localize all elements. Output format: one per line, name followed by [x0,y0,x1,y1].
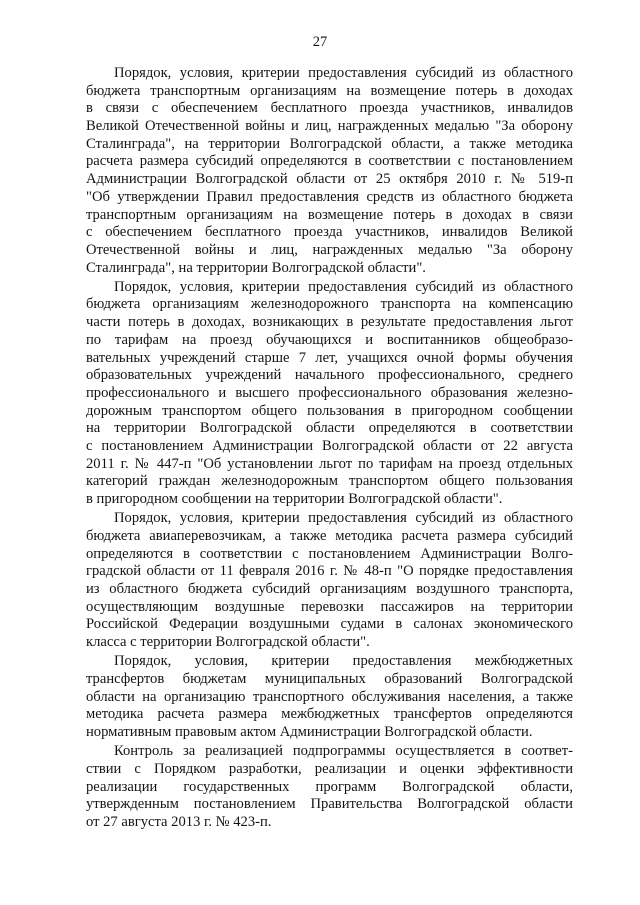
text-line: образовательных учреждений начального профессионального, среднего [86,367,573,384]
text-line: утвержденным постановлением Правительства Волгоградской области [86,796,573,813]
text-line: Порядок, условия, критерии предоставления субсидий из областного [114,278,573,295]
text-line: Администрации Волгоградской области от 25 октября 2010 г. № 519-п [86,171,573,188]
page-number: 27 [312,34,328,50]
text-line: дорожным транспортом общего пользования в пригородном сообщении [86,402,573,419]
paragraph [86,653,573,741]
text-line: Сталинграда", на территории Волгоградской области". [86,259,426,276]
text-line: нормативным правовым актом Администрации Волгоградской области. [86,723,533,740]
document-body [86,65,573,832]
paragraph [86,65,573,277]
text-line: Российской Федерации воздушными судами в салонах экономического [86,616,573,633]
text-line: Порядок, условия, критерии предоставления субсидий из областного [114,65,573,81]
paragraph [86,279,573,509]
text-line: расчета размера субсидий определяются в соответствии с постановлением [86,153,573,170]
text-line: Великой Отечественной войны и лиц, награжденных медалью "За оборону [86,118,573,135]
text-line: Порядок, условия, критерии предоставления межбюджетных [114,653,573,670]
text-line: в связи с обеспечением бесплатного проезда участников, инвалидов [86,100,573,117]
text-line: от 27 августа 2013 г. № 423-п. [86,813,272,830]
text-line: бюджета организациям железнодорожного транспорта на компенсацию [86,296,573,313]
text-line: Сталинграда", на территории Волгоградской области, а также методика [86,135,573,152]
paragraph [86,743,573,831]
text-line: методика расчета размера межбюджетных трансфертов определяются [86,706,573,723]
text-line: области на организацию транспортного обслуживания населения, а также [86,688,573,705]
text-line: градской области от 11 февраля 2016 г. № 48-п "О порядке предоставления [86,563,573,580]
text-line: Отечественной войны и лиц, награжденных медалью "За оборону [86,241,573,258]
text-line: транспортным организациям на возмещение потерь в доходах в связи [86,206,573,223]
text-line: класса с территории Волгоградской области". [86,634,370,650]
text-line: бюджета авиаперевозчикам, а также методика расчета размера субсидий [86,527,573,544]
paragraph [86,510,573,652]
text-line: с постановлением Администрации Волгоградской области от 22 августа [86,437,573,454]
text-line: определяются в соответствии с постановлением Администрации Волго- [86,545,573,562]
text-line: Порядок, условия, критерии предоставления субсидий из областного [114,510,573,527]
text-line: осуществляющим воздушные перевозки пассажиров на территории [86,598,573,615]
text-line: на территории Волгоградской области определяются в соответствии [86,420,573,437]
text-line: бюджета транспортным организациям на возмещение потерь в доходах [86,82,573,99]
text-line: категорий граждан железнодорожным транспортом общего пользования [86,473,573,490]
text-line: профессионального и высшего профессионального образования железно- [86,384,573,401]
text-line: трансфертов бюджетам муниципальных образований Волгоградской [86,670,573,687]
text-line: с обеспечением бесплатного проезда участников, инвалидов Великой [86,224,573,241]
text-line: реализации государственных программ Волгоградской области, [86,778,573,795]
text-line: "Об утверждении Правил предоставления средств из областного бюджета [86,188,573,205]
text-line: из областного бюджета субсидий организациям воздушного транспорта, [86,580,573,597]
text-line: 2011 г. № 447-п "Об установлении льгот по тарифам на проезд отдельных [86,455,573,472]
text-line: в пригородном сообщении на территории Волгоградской области". [86,491,503,507]
text-line: по тарифам на проезд обучающихся и воспитанников общеобразо- [86,331,573,348]
text-line: вательных учреждений старше 7 лет, учащихся очной формы обучения [86,349,573,366]
text-line: Контроль за реализацией подпрограммы осуществляется в соответ- [114,743,573,760]
text-line: ствии с Порядком разработки, реализации и оценки эффективности [86,760,573,777]
text-line: части потерь в доходах, возникающих в результате предоставления льгот [86,314,573,331]
